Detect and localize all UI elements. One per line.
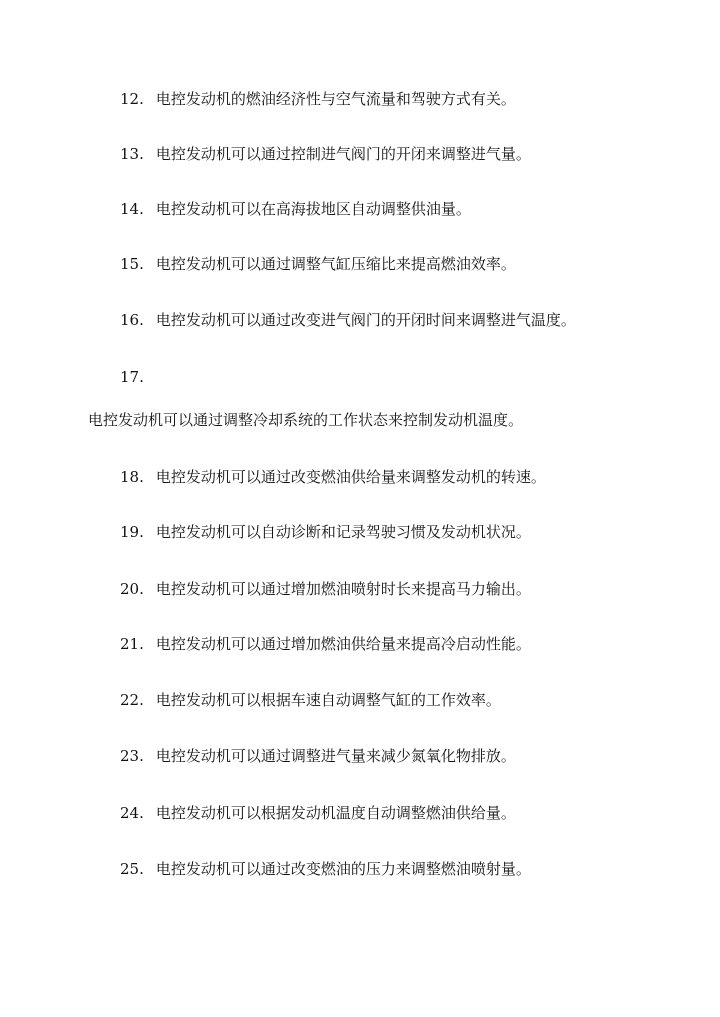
item-text: 电控发动机可以通过改变燃油的压力来调整燃油喷射量。 xyxy=(155,860,531,878)
item-number: 18. xyxy=(120,468,144,486)
item-number: 25. xyxy=(120,860,144,878)
list-item xyxy=(0,198,720,220)
item-text: 电控发动机可以自动诊断和记录驾驶习惯及发动机状况。 xyxy=(155,523,531,541)
list-item xyxy=(0,466,720,488)
item-text: 电控发动机可以通过调整冷却系统的工作状态来控制发动机温度。 xyxy=(88,411,524,429)
item-text: 电控发动机可以根据车速自动调整气缸的工作效率。 xyxy=(155,691,501,709)
list-item xyxy=(0,253,720,275)
item-number: 12. xyxy=(120,90,144,108)
list-item-number-only xyxy=(0,366,720,388)
item-number: 14. xyxy=(120,200,144,218)
item-text: 电控发动机可以根据发动机温度自动调整燃油供给量。 xyxy=(155,804,516,822)
list-item-wrapped-text xyxy=(0,409,720,431)
item-number: 17. xyxy=(120,368,144,386)
item-text: 电控发动机可以通过增加燃油供给量来提高冷启动性能。 xyxy=(155,635,531,653)
list-item xyxy=(0,689,720,711)
list-item xyxy=(0,88,720,110)
item-text: 电控发动机可以通过控制进气阀门的开闭来调整进气量。 xyxy=(155,145,531,163)
item-text: 电控发动机可以通过调整气缸压缩比来提高燃油效率。 xyxy=(155,255,516,273)
item-text: 电控发动机可以通过增加燃油喷射时长来提高马力输出。 xyxy=(155,580,531,598)
list-item xyxy=(0,309,720,331)
item-text: 电控发动机可以通过改变燃油供给量来调整发动机的转速。 xyxy=(155,468,546,486)
item-text: 电控发动机可以通过调整进气量来减少氮氧化物排放。 xyxy=(155,747,516,765)
list-item xyxy=(0,578,720,600)
list-item xyxy=(0,802,720,824)
item-number: 20. xyxy=(120,580,144,598)
item-number: 22. xyxy=(120,691,144,709)
item-number: 13. xyxy=(120,145,144,163)
item-number: 19. xyxy=(120,523,144,541)
item-number: 15. xyxy=(120,255,144,273)
item-number: 24. xyxy=(120,804,144,822)
item-number: 23. xyxy=(120,747,144,765)
item-text: 电控发动机可以在高海拔地区自动调整供油量。 xyxy=(155,200,471,218)
item-text: 电控发动机的燃油经济性与空气流量和驾驶方式有关。 xyxy=(155,90,516,108)
item-number: 16. xyxy=(120,311,144,329)
item-text: 电控发动机可以通过改变进气阀门的开闭时间来调整进气温度。 xyxy=(155,311,576,329)
item-number: 21. xyxy=(120,635,144,653)
list-item xyxy=(0,745,720,767)
list-item xyxy=(0,521,720,543)
list-item xyxy=(0,858,720,880)
list-item xyxy=(0,633,720,655)
list-item xyxy=(0,143,720,165)
